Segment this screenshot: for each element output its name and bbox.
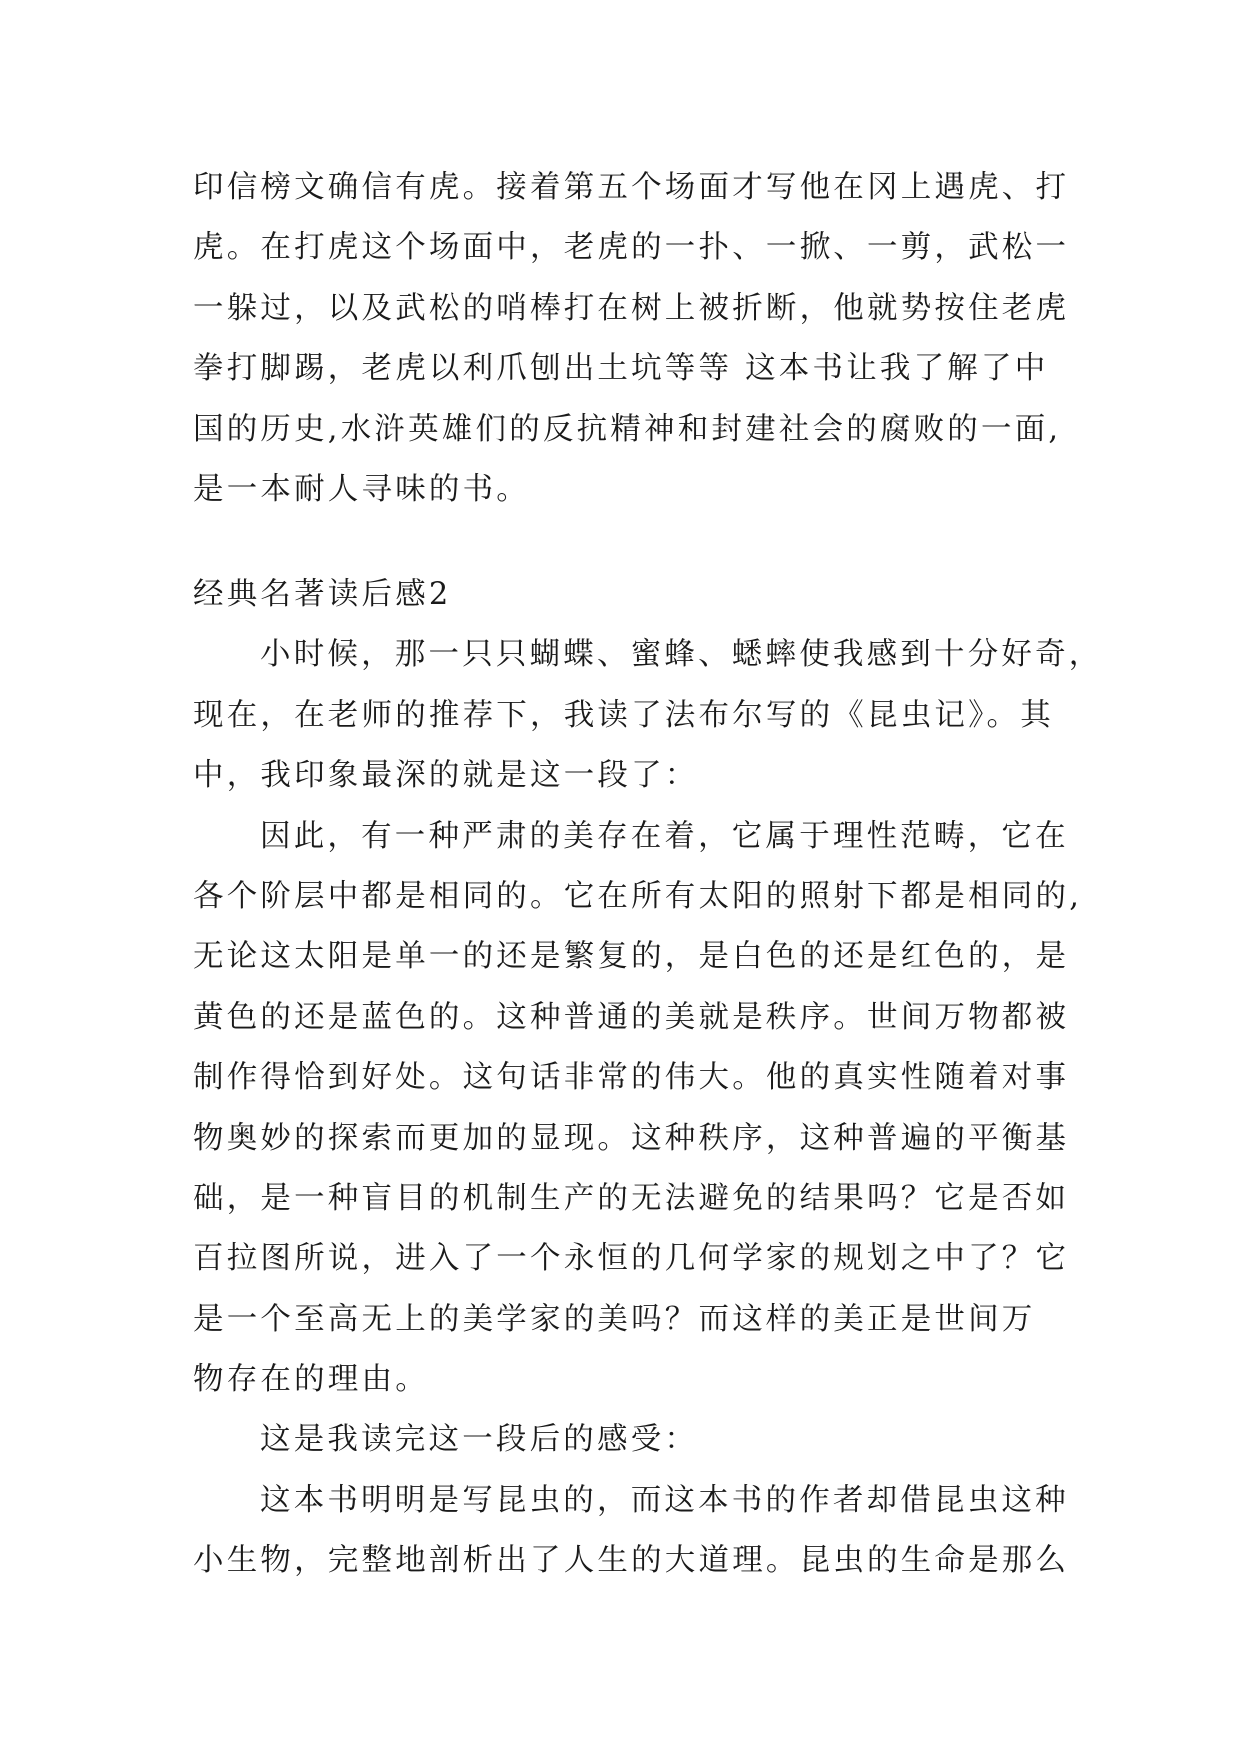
text-line: 国的历史,水浒英雄们的反抗精神和封建社会的腐败的一面, [193,411,1062,447]
text-line: 物奥妙的探索而更加的显现。这种秩序，这种普遍的平衡基 [193,1120,1070,1156]
text-line: 黄色的还是蓝色的。这种普通的美就是秩序。世间万物都被 [193,999,1070,1035]
text-line: 是一本耐人寻味的书。 [193,471,530,507]
text-line: 制作得恰到好处。这句话非常的伟大。他的真实性随着对事 [193,1060,1070,1096]
paragraph-start-line: 这是我读完这一段后的感受： [260,1422,699,1458]
text-line: 虎。在打虎这个场面中，老虎的一扑、一掀、一剪，武松一 [193,230,1070,266]
paragraph-start-line: 因此，有一种严肃的美存在着，它属于理性范畴，它在 [260,818,1069,854]
text-line: 无论这太阳是单一的还是繁复的，是白色的还是红色的，是 [193,939,1070,975]
text-line: 印信榜文确信有虎。接着第五个场面才写他在冈上遇虎、打 [193,170,1070,205]
text-line: 拳打脚踢，老虎以利爪刨出土坑等等 这本书让我了解了中 [193,351,1049,387]
section-1-text [193,158,1070,520]
paragraph-start-line: 小时候，那一只只蝴蝶、蜜蜂、蟋蟀使我感到十分好奇， [260,637,1103,673]
text-line: 物存在的理由。 [193,1362,429,1398]
text-line: 是一个至高无上的美学家的美吗？而这样的美正是世间万 [193,1301,1036,1337]
section-2-text [193,565,1103,1592]
text-line: 础，是一种盲目的机制生产的无法避免的结果吗？它是否如 [193,1180,1070,1216]
text-line: 一躲过，以及武松的哨棒打在树上被折断，他就势按住老虎 [193,290,1070,326]
text-line: 小生物，完整地剖析出了人生的大道理。昆虫的生命是那么 [193,1543,1070,1579]
section-heading: 经典名著读后感2 [193,577,452,612]
text-line: 现在，在老师的推荐下，我读了法布尔写的《昆虫记》。其 [193,697,1054,733]
paragraph-start-line: 这本书明明是写昆虫的，而这本书的作者却借昆虫这种 [260,1482,1069,1518]
text-line: 百拉图所说，进入了一个永恒的几何学家的规划之中了？它 [193,1241,1070,1277]
text-line: 各个阶层中都是相同的。它在所有太阳的照射下都是相同的, [193,878,1083,914]
text-line: 中，我印象最深的就是这一段了： [193,758,699,794]
